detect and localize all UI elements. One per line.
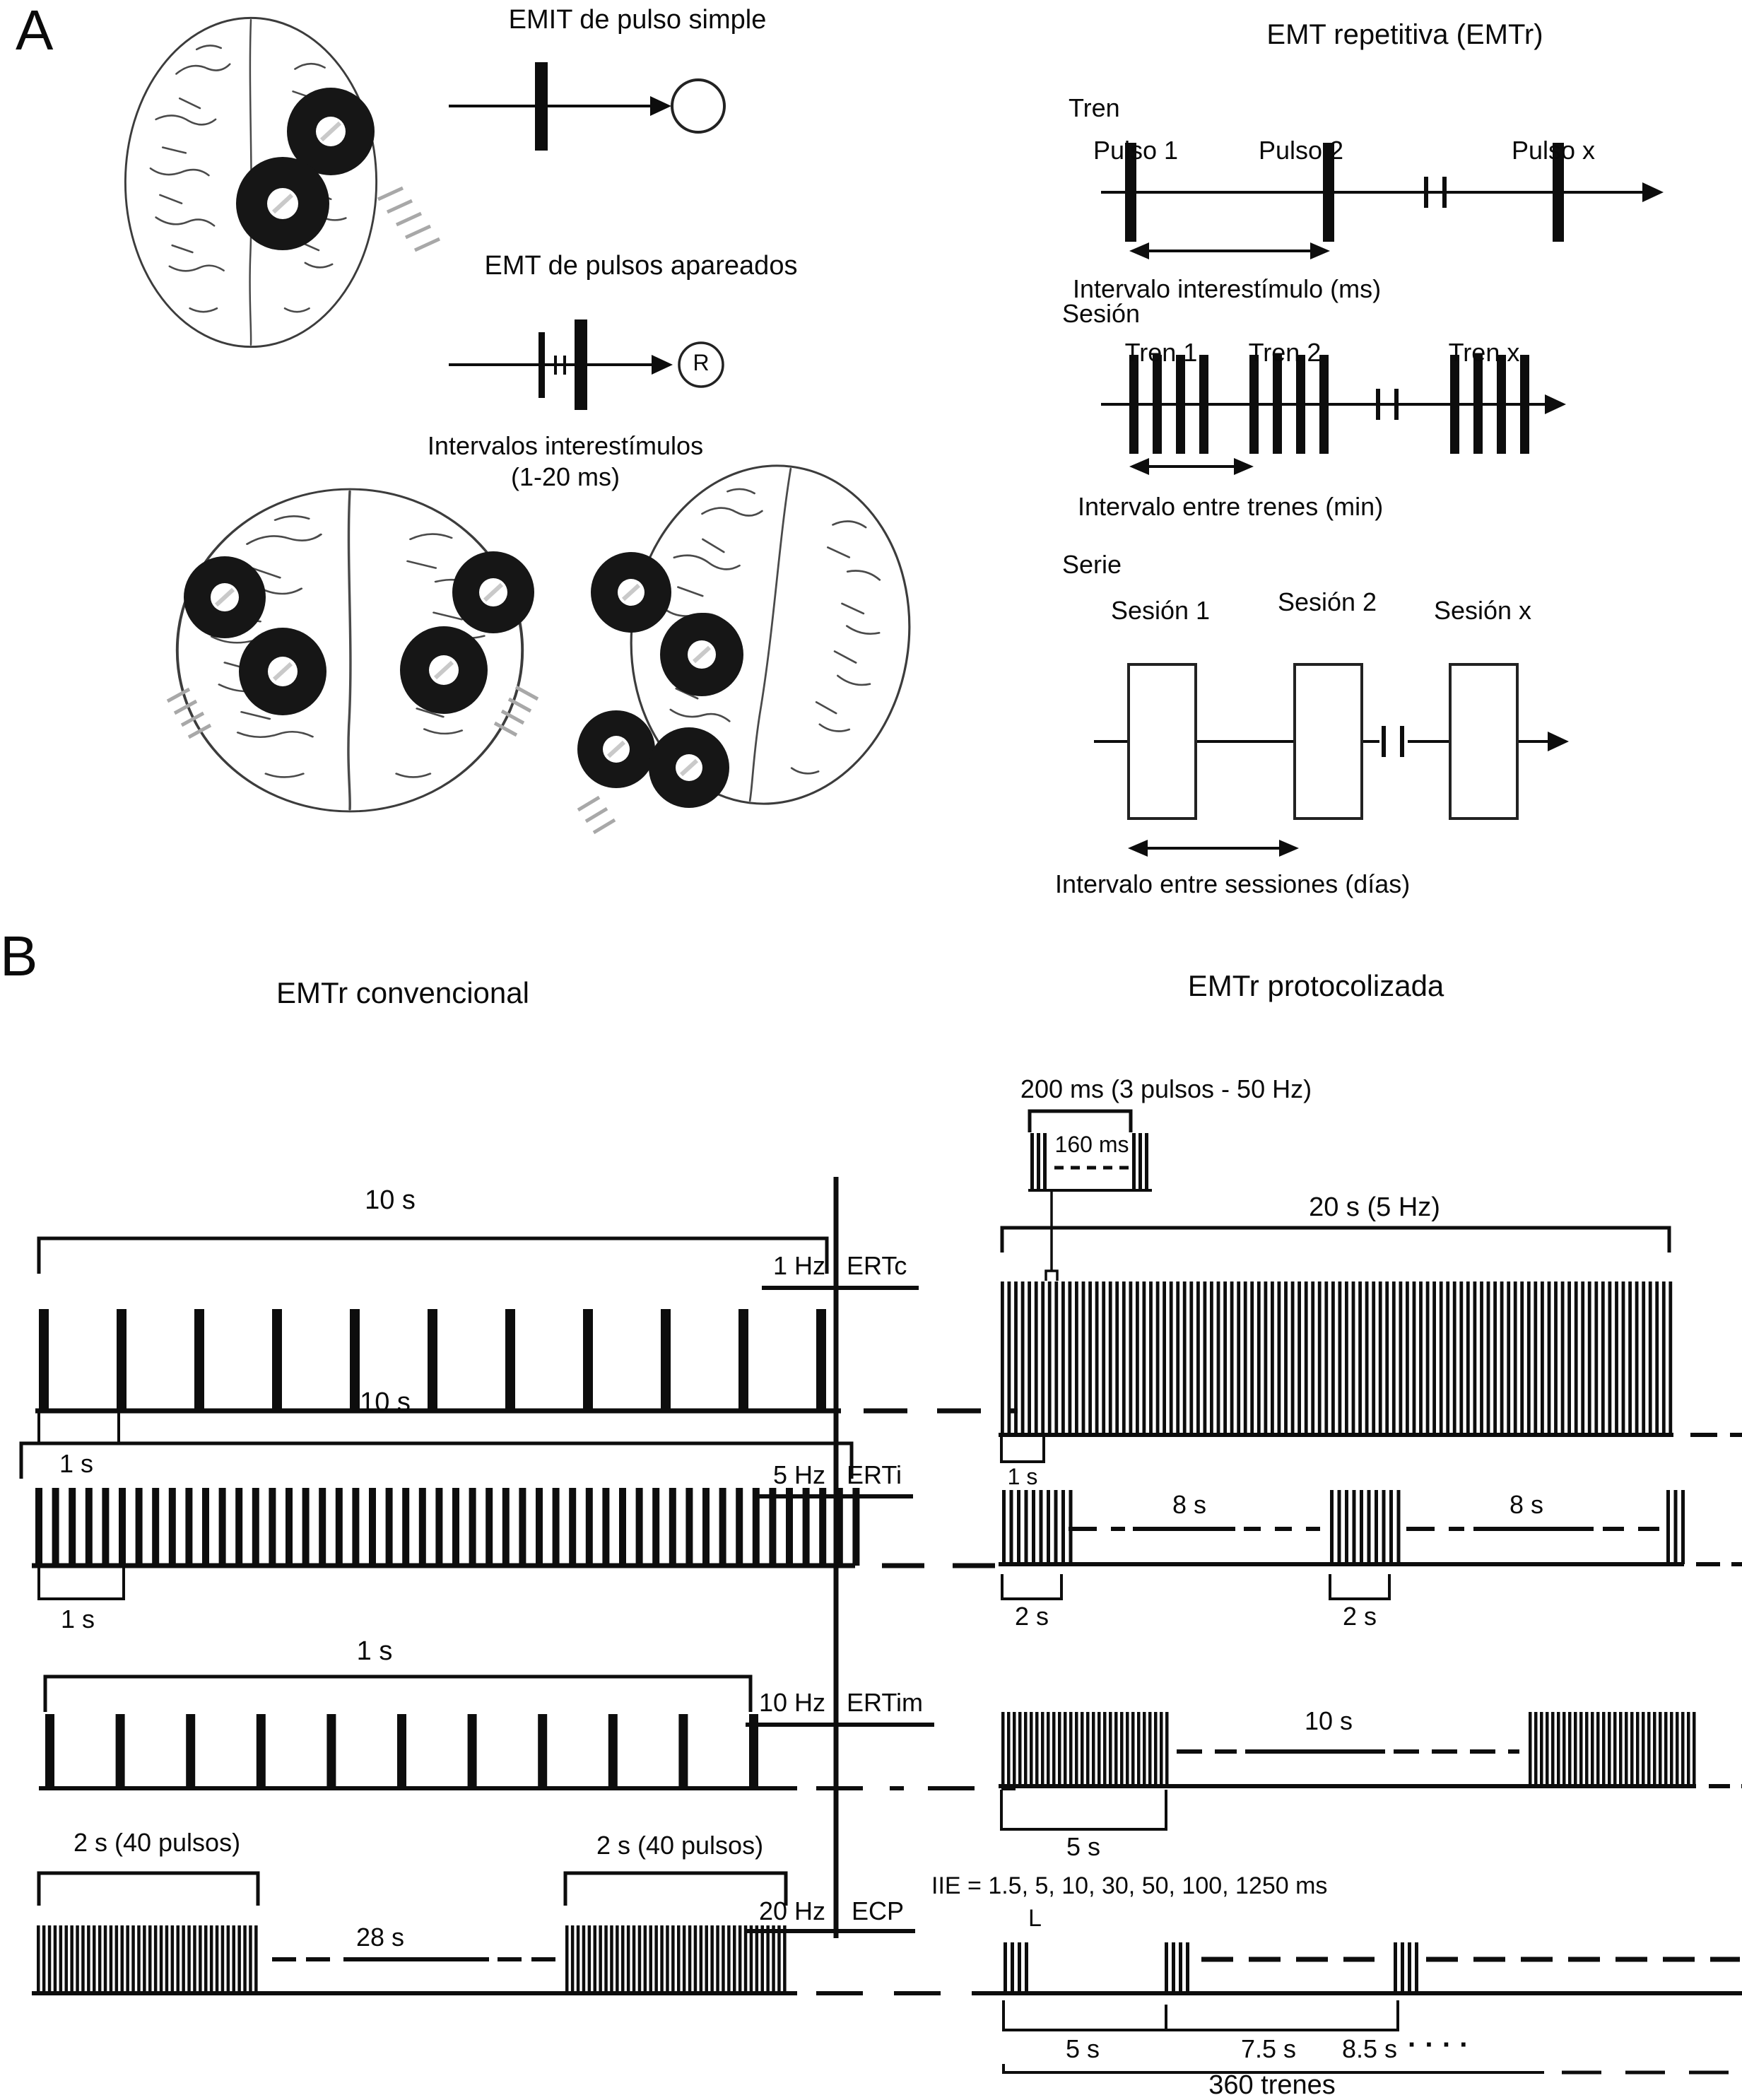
- r2-train1-label: 2 s: [1014, 1602, 1049, 1631]
- session1-label: Sesión 1: [1110, 596, 1211, 625]
- conventional-rows: [21, 1238, 1023, 1993]
- pulse-block: [1529, 1712, 1696, 1786]
- train-interval-label: Intervalo interestímulo (ms): [1073, 274, 1382, 303]
- train-label: Tren: [1069, 93, 1120, 122]
- response-label: R: [693, 350, 710, 375]
- brain-single-coil: [125, 18, 440, 346]
- r4-dots: · · · ·: [1408, 2029, 1469, 2060]
- protocolized-rows: [999, 1111, 1742, 2072]
- train2-label: Tren 2: [1248, 338, 1322, 367]
- pulse-block: [1001, 1712, 1169, 1786]
- row4-train1-label: 2 s (40 pulsos): [73, 1828, 241, 1857]
- r2-gap2-label: 8 s: [1509, 1490, 1544, 1519]
- series-interval-label: Intervalo entre sessiones (días): [1055, 869, 1411, 898]
- pulse-block: [37, 1925, 258, 1993]
- l-marker: L: [1028, 1905, 1042, 1932]
- r4-seg1-label: 5 s: [1065, 2034, 1100, 2063]
- row2-duration: 10 s: [360, 1388, 411, 1417]
- session2-label: Sesión 2: [1277, 587, 1377, 616]
- conventional-title: EMTr convencional: [276, 976, 529, 1009]
- brain-bilateral-coils: [167, 489, 538, 811]
- r3-gap-label: 10 s: [1304, 1706, 1353, 1735]
- isi-note-line2: (1-20 ms): [510, 462, 620, 491]
- burst-inset-pulses: [1030, 1133, 1047, 1190]
- axis-frequency-5hz: 5 Hz: [772, 1460, 825, 1489]
- total-trains-label: 360 trenes: [1208, 2070, 1336, 2100]
- r4-seg3-label: 8.5 s: [1341, 2034, 1398, 2063]
- pulse-train: [39, 1309, 826, 1411]
- row1-unit: 1 s: [59, 1449, 94, 1478]
- burst-window-label: 160 ms: [1054, 1132, 1129, 1157]
- series-diagram: [1094, 664, 1569, 857]
- axis-frequency-1hz: 1 Hz: [772, 1251, 825, 1280]
- pulse-train: [35, 1488, 859, 1566]
- pulse-train: [45, 1714, 758, 1788]
- axis-frequency-20hz: 20 Hz: [758, 1896, 825, 1925]
- coil-handle-icon: [578, 797, 615, 833]
- r3-train-label: 5 s: [1066, 1832, 1101, 1861]
- r2-gap1-label: 8 s: [1172, 1490, 1207, 1519]
- axis-protocol-ecp: ECP: [852, 1896, 905, 1925]
- pulse-cluster: [1004, 1942, 1028, 1993]
- single-pulse-diagram: [449, 62, 724, 151]
- row4-train2-label: 2 s (40 pulsos): [596, 1831, 764, 1860]
- iie-label: IIE = 1.5, 5, 10, 30, 50, 100, 1250 ms: [931, 1872, 1328, 1899]
- pulse-train: [1330, 1490, 1401, 1564]
- row3-duration: 1 s: [356, 1636, 393, 1666]
- axis-protocol-ertim: ERTim: [847, 1688, 923, 1717]
- session-diagram: [1101, 355, 1566, 475]
- session-label: Sesión: [1062, 299, 1141, 328]
- pulse-cluster: [1165, 1942, 1189, 1993]
- r1-duration: 20 s (5 Hz): [1309, 1192, 1440, 1222]
- trainx-label: Tren x: [1448, 338, 1520, 367]
- row1-duration: 10 s: [365, 1185, 416, 1215]
- r2-train2-label: 2 s: [1342, 1602, 1377, 1631]
- sessionx-label: Sesión x: [1433, 596, 1532, 625]
- pulse-train: [1001, 1281, 1672, 1435]
- pulse1-label: Pulso 1: [1093, 136, 1179, 165]
- session-interval-label: Intervalo entre trenes (min): [1078, 492, 1384, 521]
- pulse-train: [1002, 1490, 1073, 1564]
- pulse2-label: Pulso 2: [1258, 136, 1344, 165]
- coil-handle-icon: [378, 188, 440, 250]
- train1-label: Tren 1: [1124, 338, 1198, 367]
- burst-label: 200 ms (3 pulsos - 50 Hz): [1020, 1074, 1312, 1103]
- burst-inset-pulses: [1132, 1133, 1148, 1190]
- isi-note-line1: Intervalos interestímulos: [427, 431, 704, 460]
- panel-a-label: A: [16, 0, 54, 61]
- axis-protocol-erti: ERTi: [847, 1460, 902, 1489]
- row4-gap-label: 28 s: [355, 1923, 405, 1952]
- repetitive-title: EMT repetitiva (EMTr): [1266, 19, 1543, 50]
- protocolized-title: EMTr protocolizada: [1187, 969, 1444, 1002]
- axis-frequency-10hz: 10 Hz: [758, 1688, 825, 1717]
- pulse-cluster: [1394, 1942, 1418, 1993]
- paired-pulse-diagram: [449, 319, 723, 410]
- r1-unit: 1 s: [1007, 1464, 1038, 1489]
- pulse-block: [565, 1925, 787, 1993]
- series-label: Serie: [1062, 550, 1122, 579]
- axis-protocol-ertc: ERTc: [847, 1251, 907, 1280]
- pulsex-label: Pulso x: [1511, 136, 1596, 165]
- pulse-train: [1666, 1490, 1685, 1564]
- brain-lateral-two-coils: [577, 450, 929, 833]
- paired-pulse-title: EMT de pulsos apareados: [484, 251, 798, 281]
- r4-seg2-label: 7.5 s: [1240, 2034, 1297, 2063]
- row2-unit: 1 s: [60, 1605, 95, 1633]
- panel-b-label: B: [0, 925, 38, 987]
- single-pulse-title: EMIT de pulso simple: [508, 5, 767, 35]
